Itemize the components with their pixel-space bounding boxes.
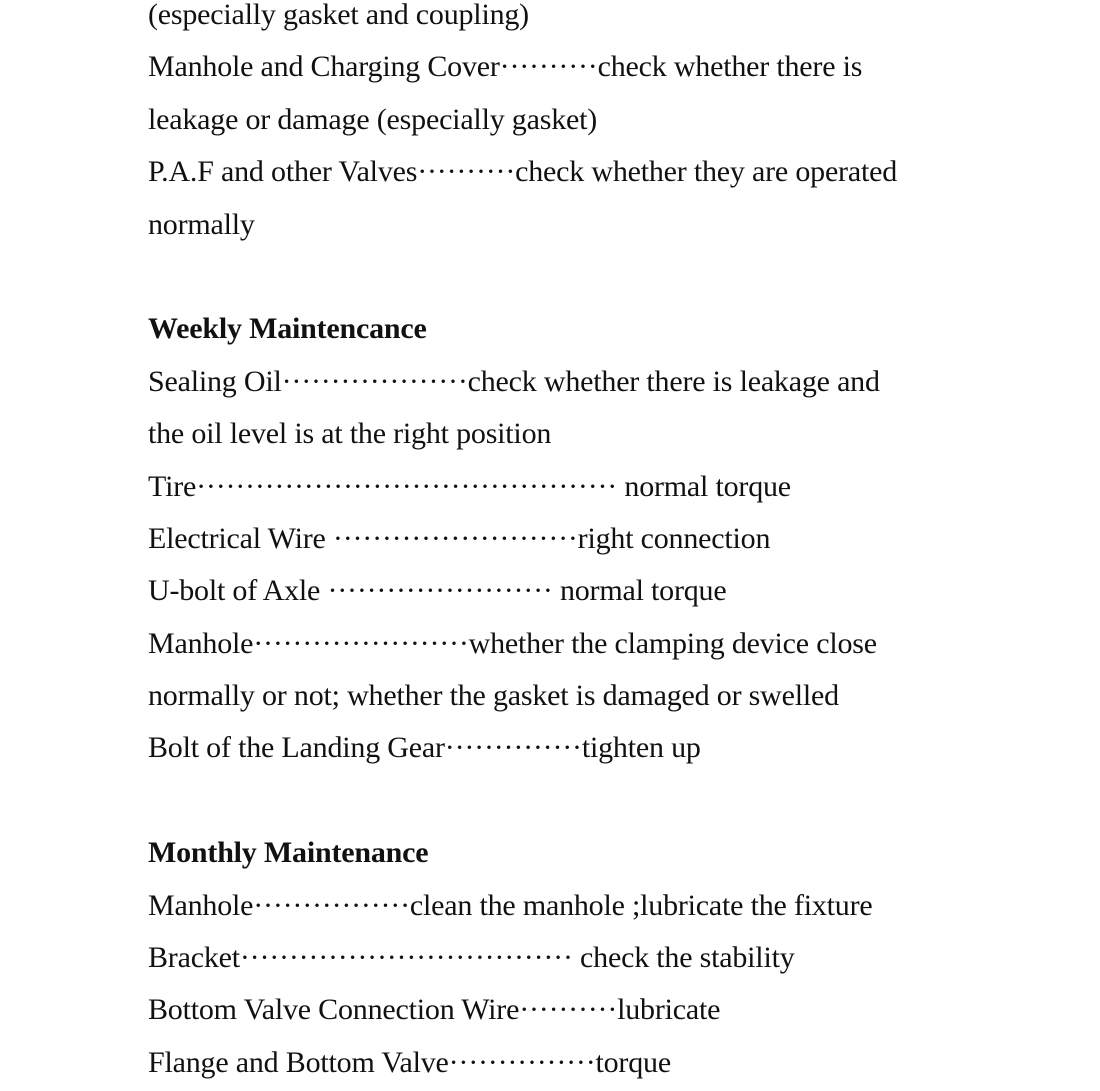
document-line: normally or not; whether the gasket is damaged or swelled <box>148 679 839 713</box>
document-line: Flange and Bottom Valve···············torque <box>148 1045 671 1079</box>
section-heading: Weekly Maintencance <box>148 312 427 346</box>
document-line: Manhole······················whether the clamping device close <box>148 626 877 660</box>
document-body <box>148 0 1078 1089</box>
document-line: leakage or damage (especially gasket) <box>148 102 598 136</box>
document-line: normally <box>148 207 255 241</box>
document-line: the oil level is at the right position <box>148 417 552 451</box>
document-line: Bottom Valve Connection Wire··········lubricate <box>148 993 721 1027</box>
document-line: Sealing Oil···················check whether there is leakage and <box>148 364 880 398</box>
document-line: Bolt of the Landing Gear··············tighten up <box>148 731 701 765</box>
document-section-1 <box>148 303 1078 775</box>
document-line: Bracket·································· check the stability <box>148 941 795 975</box>
document-section-0 <box>148 0 1078 251</box>
document-line: Manhole and Charging Cover··········check whether there is <box>148 50 863 84</box>
document-line: Manhole················clean the manhole ;lubricate the fixture <box>148 888 873 922</box>
document-line: U-bolt of Axle ······················· normal torque <box>148 574 727 608</box>
document-line: (especially gasket and coupling) <box>148 0 529 31</box>
document-section-2 <box>148 827 1078 1089</box>
document-line: P.A.F and other Valves··········check whether they are operated <box>148 155 898 189</box>
document-line: Tire··········································· normal torque <box>148 469 791 503</box>
section-heading: Monthly Maintenance <box>148 836 429 870</box>
document-line: Electrical Wire ·························right connection <box>148 521 771 555</box>
